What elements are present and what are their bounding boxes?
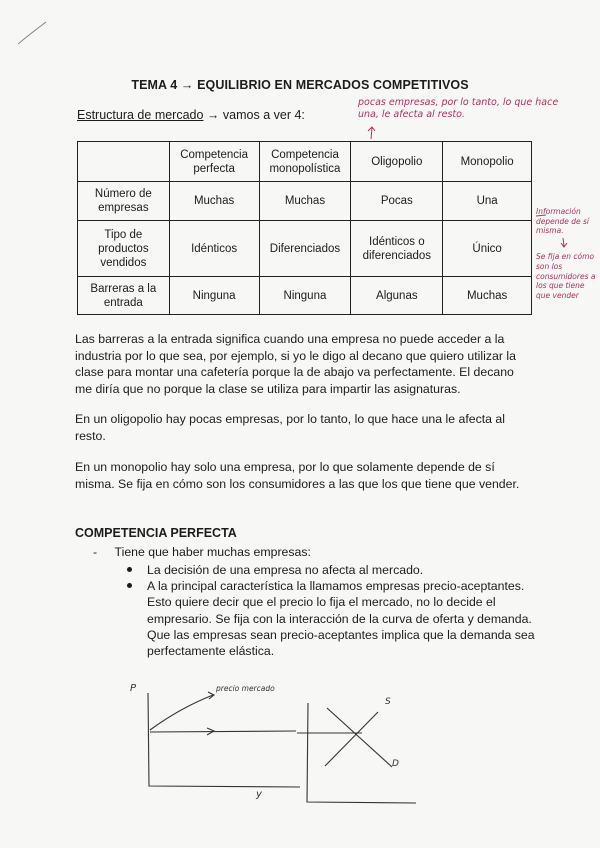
dash-item-text: Tiene que haber muchas empresas: bbox=[114, 545, 311, 559]
table-header-cell: Competencia perfecta bbox=[169, 142, 259, 182]
table-cell: Idénticos bbox=[169, 221, 259, 277]
table-cell: Único bbox=[443, 221, 532, 277]
bullet-text: A la principal característica la llamamos empresas precio-aceptantes. Esto quiere decir que el precio lo fija el mercado, no lo decide el empresario. Se fija con la interacción de la curva de oferta y demanda. Que las empresas sean precio-aceptantes implica que la demanda sea perfectamente elástica. bbox=[147, 579, 535, 659]
table-header-cell: Competencia monopolística bbox=[259, 142, 351, 182]
table-cell: Una bbox=[443, 182, 532, 221]
page-title: TEMA 4 → EQUILIBRIO EN MERCADOS COMPETITIVOS bbox=[131, 78, 469, 92]
dash-marker: - bbox=[93, 545, 98, 559]
table-cell: Tipo de productos vendidos bbox=[78, 221, 170, 277]
table-cell: Algunas bbox=[351, 277, 443, 315]
graph-left-curve bbox=[150, 695, 213, 730]
section-heading: COMPETENCIA PERFECTA bbox=[75, 526, 237, 540]
intro-underlined: Estructura de mercado bbox=[77, 108, 204, 122]
table-cell: Ninguna bbox=[259, 277, 351, 315]
paragraph-oligopoly: En un oligopolio hay pocas empresas, por lo tanto, lo que hace una le afecta al resto. bbox=[75, 412, 505, 443]
table-cell: Muchas bbox=[443, 277, 532, 315]
table-cell: Pocas bbox=[351, 182, 443, 221]
paragraph-monopoly: En un monopolio hay solo una empresa, por lo que solamente depende de sí misma. Se fija en cómo son los consumidores a las que los que tiene que vender. bbox=[75, 460, 520, 491]
table-cell: Muchas bbox=[259, 182, 351, 221]
bullet-text: La decisión de una empresa no afecta al mercado. bbox=[147, 563, 424, 577]
graph-quantity-label: y bbox=[256, 789, 262, 800]
table-cell: Muchas bbox=[169, 182, 259, 221]
table-cell: Diferenciados bbox=[259, 221, 351, 277]
table-cell: Número de empresas bbox=[78, 182, 170, 221]
graph-price-line bbox=[150, 731, 296, 732]
handwritten-top-note: pocas empresas, por lo tanto, lo que hace una, le afecta al resto. bbox=[358, 97, 559, 120]
handwritten-arrow-icon bbox=[563, 238, 564, 246]
handwritten-side-note-1: Información depende de sí misma. bbox=[536, 207, 590, 235]
graph-demand-label: D bbox=[392, 759, 399, 769]
table-header-cell: Oligopolio bbox=[351, 142, 443, 182]
intro-rest: → vamos a ver 4: bbox=[203, 108, 305, 122]
paragraph-barriers: Las barreras a la entrada significa cuando una empresa no puede acceder a la industria por lo que sea, por ejemplo, si yo le digo al decano que quiero utilizar la clase para montar una cafetería porque la de abajo va perfectamente. El decano me diría que no porque la clase se utiliza para impartir las asignaturas. bbox=[75, 332, 516, 396]
demand-curve bbox=[327, 708, 392, 767]
table-header-cell: Monopolio bbox=[443, 142, 532, 182]
graph-supply-label: S bbox=[385, 697, 391, 707]
graph-price-label: P bbox=[130, 683, 137, 694]
table-cell: Barreras a la entrada bbox=[78, 277, 170, 315]
table-cell: Idénticos o diferenciados bbox=[351, 221, 443, 277]
pen-stroke-mark bbox=[18, 22, 46, 44]
handwritten-side-note-2: Se fija en cómo son los consumidores a los que tiene que vender bbox=[536, 252, 596, 301]
graph-right-axes bbox=[307, 703, 416, 803]
graph-left-axes bbox=[148, 693, 300, 787]
graph-curve-label: precio mercado bbox=[216, 684, 275, 693]
handwritten-arrow-icon bbox=[371, 128, 372, 139]
supply-curve bbox=[325, 712, 378, 766]
table-cell: Ninguna bbox=[169, 277, 259, 315]
